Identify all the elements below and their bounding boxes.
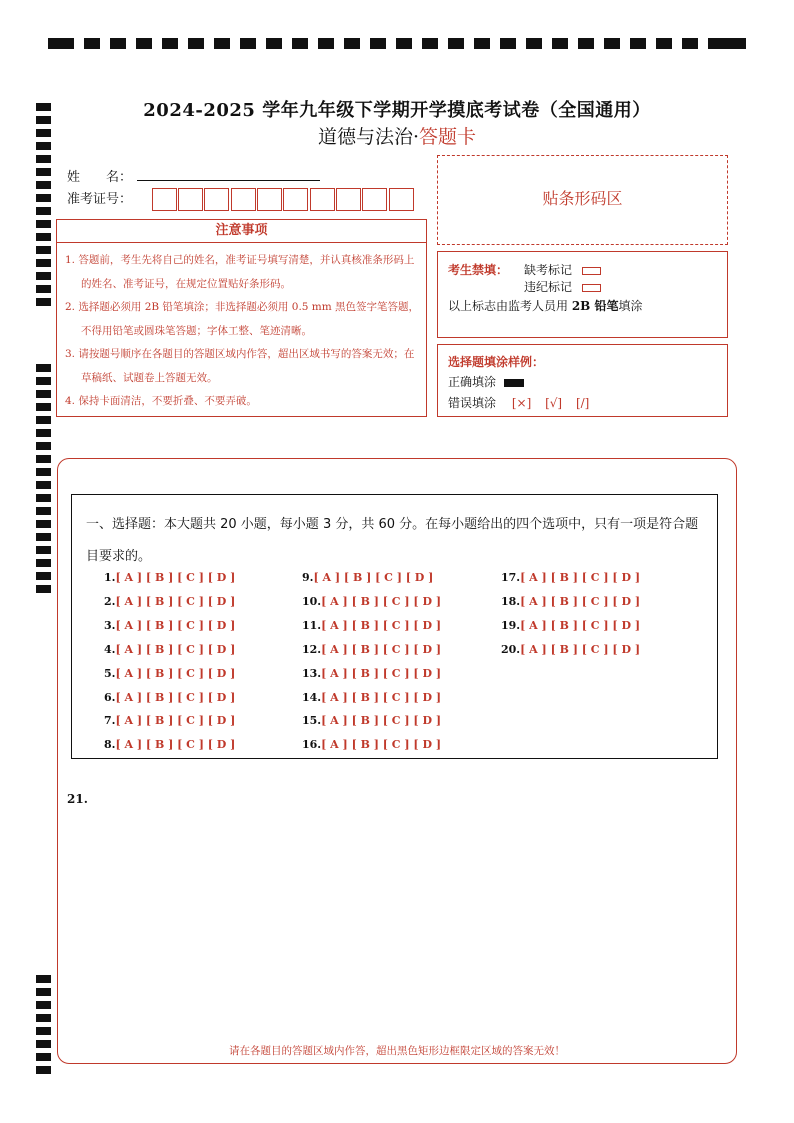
- id-label: 准考证号：: [67, 192, 133, 207]
- prohibited-box: [437, 251, 728, 338]
- question-3[interactable]: 3.[ A ] [ B ] [ C ] [ D ]: [104, 619, 236, 632]
- note-item: 4. 保持卡面清洁，不要折叠、不要弄破。: [65, 395, 257, 407]
- note-item: 3. 请按题号顺序在各题目的答题区域内作答，超出区域书写的答案无效；在草稿纸、试题卷上答题无效。: [65, 348, 415, 384]
- question-10[interactable]: 10.[ A ] [ B ] [ C ] [ D ]: [302, 595, 442, 608]
- wrong-fill-row: [448, 394, 589, 411]
- question-12[interactable]: 12.[ A ] [ B ] [ C ] [ D ]: [302, 643, 442, 656]
- fill-example-box: [437, 344, 728, 417]
- question-17[interactable]: 17.[ A ] [ B ] [ C ] [ D ]: [501, 571, 641, 584]
- timing-marks-top: [48, 38, 746, 52]
- correct-fill-label: 正确填涂: [448, 375, 497, 389]
- question-6[interactable]: 6.[ A ] [ B ] [ C ] [ D ]: [104, 691, 236, 704]
- wrong-mark-slash: [/]: [575, 396, 590, 410]
- exam-title: 2024-2025 学年九年级下学期开学摸底考试卷（全国通用）: [143, 100, 651, 121]
- answer-card-label: 答题卡: [419, 126, 477, 148]
- correct-fill-row: [448, 373, 524, 390]
- footer-warning: 请在各题目的答题区域内作答，超出黑色矩形边框限定区域的答案无效！: [229, 1045, 565, 1057]
- prohibited-title: 考生禁填：: [448, 263, 509, 277]
- absent-mark-row: [524, 261, 601, 278]
- question-13[interactable]: 13.[ A ] [ B ] [ C ] [ D ]: [302, 667, 442, 680]
- violation-label: 违纪标记: [524, 280, 573, 294]
- filled-mark: [504, 379, 524, 387]
- fill-example-title: 选择题填涂样例：: [448, 355, 545, 369]
- wrong-mark-cross: [×]: [511, 396, 532, 410]
- question-20[interactable]: 20.[ A ] [ B ] [ C ] [ D ]: [501, 643, 641, 656]
- question-19[interactable]: 19.[ A ] [ B ] [ C ] [ D ]: [501, 619, 641, 632]
- name-label: 姓 名：: [67, 170, 133, 185]
- prohibited-note-post: 填涂: [618, 299, 643, 313]
- question-14[interactable]: 14.[ A ] [ B ] [ C ] [ D ]: [302, 691, 442, 704]
- question-11[interactable]: 11.[ A ] [ B ] [ C ] [ D ]: [302, 619, 442, 632]
- section1-instruction: 一、选择题：本大题共 20 小题，每小题 3 分，共 60 分。在每小题给出的四个选项中，只有一项是符合题目要求的。: [86, 517, 699, 564]
- question-2[interactable]: 2.[ A ] [ B ] [ C ] [ D ]: [104, 595, 236, 608]
- violation-mark-row: [524, 278, 601, 295]
- barcode-label: 贴条形码区: [542, 189, 623, 208]
- question-9[interactable]: 9.[ A ] [ B ] [ C ] [ D ]: [302, 571, 434, 584]
- prohibited-note-pre: 以上标志由监考人员用: [448, 299, 572, 313]
- notes-list: [57, 243, 426, 414]
- prohibited-note-bold: 2B 铅笔: [571, 299, 619, 313]
- notes-box: [56, 219, 427, 417]
- question-21-answer-area[interactable]: [80, 812, 720, 1032]
- question-7[interactable]: 7.[ A ] [ B ] [ C ] [ D ]: [104, 714, 236, 727]
- note-item: 1. 答题前，考生先将自己的姓名，准考证号填写清楚，并认真核准条形码上的姓名、准考证号，在规定位置贴好条形码。: [65, 254, 415, 290]
- wrong-mark-check: [√]: [545, 396, 563, 410]
- question-8[interactable]: 8.[ A ] [ B ] [ C ] [ D ]: [104, 738, 236, 751]
- prohibited-note: [448, 297, 643, 314]
- answer-card-subtitle: [0, 122, 794, 149]
- question-21-label: 21.: [67, 792, 88, 806]
- question-4[interactable]: 4.[ A ] [ B ] [ C ] [ D ]: [104, 643, 236, 656]
- question-18[interactable]: 18.[ A ] [ B ] [ C ] [ D ]: [501, 595, 641, 608]
- question-5[interactable]: 5.[ A ] [ B ] [ C ] [ D ]: [104, 667, 236, 680]
- note-item: 2. 选择题必须用 2B 铅笔填涂；非选择题必须用 0.5 mm 黑色签字笔答题，不得用铅笔或圆珠笔答题；字体工整、笔迹清晰。: [65, 301, 420, 337]
- subject-label: 道德与法治·: [317, 126, 420, 148]
- absent-label: 缺考标记: [524, 263, 573, 277]
- question-16[interactable]: 16.[ A ] [ B ] [ C ] [ D ]: [302, 738, 442, 751]
- barcode-area: [437, 155, 728, 245]
- name-field[interactable]: [137, 180, 320, 181]
- question-15[interactable]: 15.[ A ] [ B ] [ C ] [ D ]: [302, 714, 442, 727]
- wrong-fill-label: 错误填涂: [448, 396, 497, 410]
- violation-checkbox[interactable]: [582, 284, 601, 292]
- absent-checkbox[interactable]: [582, 267, 601, 275]
- notes-title: 注意事项: [57, 220, 426, 243]
- question-1[interactable]: 1.[ A ] [ B ] [ C ] [ D ]: [104, 571, 236, 584]
- id-number-grid[interactable]: [152, 188, 417, 211]
